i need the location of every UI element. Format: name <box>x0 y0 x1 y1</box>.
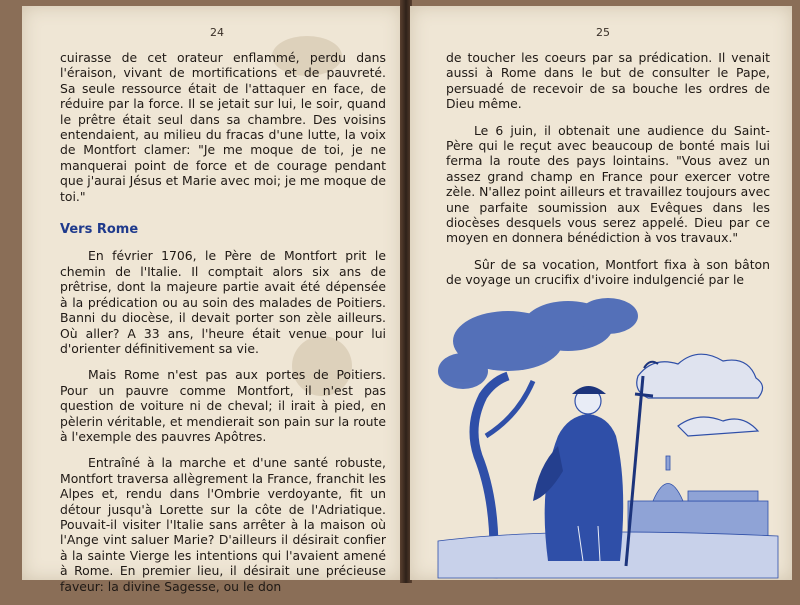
cloud <box>678 417 758 436</box>
paragraph: de toucher les coeurs par sa prédication. Il venait aussi à Rome dans le but de consulter le Pape, persuadé de recevoir de sa bouche les ordres de Dieu même. <box>446 50 770 112</box>
paragraph: Sûr de sa vocation, Montfort fixa à son bâton de voyage un crucifix d'ivoire indulgencié par le <box>446 256 770 288</box>
paragraph: En février 1706, le Père de Montfort prit le chemin de l'Italie. Il comptait alors six ans de prêtrise, dont la majeure partie avait été dépensée à la prédication ou au soin des malades de Poitiers. Banni du diocèse, il devait porter son zèle ailleurs. Où aller? A 33 ans, l'heure était venue pour lui d'orienter définitivement sa vie. <box>60 248 386 356</box>
page-number: 25 <box>596 26 610 39</box>
section-heading: Vers Rome <box>60 222 139 238</box>
tree-foliage <box>438 298 638 389</box>
left-page <box>22 6 402 594</box>
left-page-text <box>60 50 386 605</box>
page-number: 24 <box>210 26 224 39</box>
right-page <box>410 6 792 580</box>
pilgrim-figure <box>533 386 623 561</box>
basilica <box>628 456 768 536</box>
montfort-pilgrim-illustration <box>438 286 778 578</box>
paragraph: Entraîné à la marche et d'une santé robuste, Montfort traversa allègrement la France, franchit les Alpes et, rendu dans l'Ombrie verdoyante, fit un détour jusqu'à Lorette sur la côte de l'Adriatique. Pouvait-il visiter l'Italie sans arrêter à la maison où l'Ange vint saluer Marie? D'ailleurs il désirait confier à la sainte Vierge les intentions qui l'avaient amené à Rome. En premier lieu, il désirait une précieuse faveur: la divine Sagesse, ou le don <box>60 455 386 594</box>
illustration-svg <box>438 286 778 578</box>
paragraph: cuirasse de cet orateur enflammé, perdu dans l'éraison, vivant de mortifications et de pauvreté. Sa seule ressource était de l'attaquer en face, de réduire par la force. Il se jetait sur lui, le soir, quand le prêtre était seul dans sa chambre. Des voisins entendaient, au milieu du fracas d'une lutte, la voix de Montfort clamer: "Je me moque de toi, je ne manquerai point de force et de courage pendant que j'aurai Jésus et Marie avec moi; je me moque de toi." <box>60 50 386 204</box>
right-page-text <box>446 50 770 299</box>
paragraph: Le 6 juin, il obtenait une audience du Saint-Père qui le reçut avec beaucoup de bonté mais lui ferma la route des pays lointains. "Vous avez un assez grand champ en France pour exercer votre zèle. N'allez point ailleurs et travaillez toujours avec une parfaite soumission aux Evêques dans les diocèses desquels vous serez appelé. Dieu par ce moyen en donnera bénédiction à vos travaux." <box>446 122 771 246</box>
paragraph: Mais Rome n'est pas aux portes de Poitiers. Pour un pauvre comme Montfort, il n'est pas question de voiture ni de cheval; il irait à pied, en pèlerin véritable, et mendierait son pain sur la route à l'exemple des pauvres Apôtres. <box>60 367 386 444</box>
cloud <box>637 354 763 398</box>
